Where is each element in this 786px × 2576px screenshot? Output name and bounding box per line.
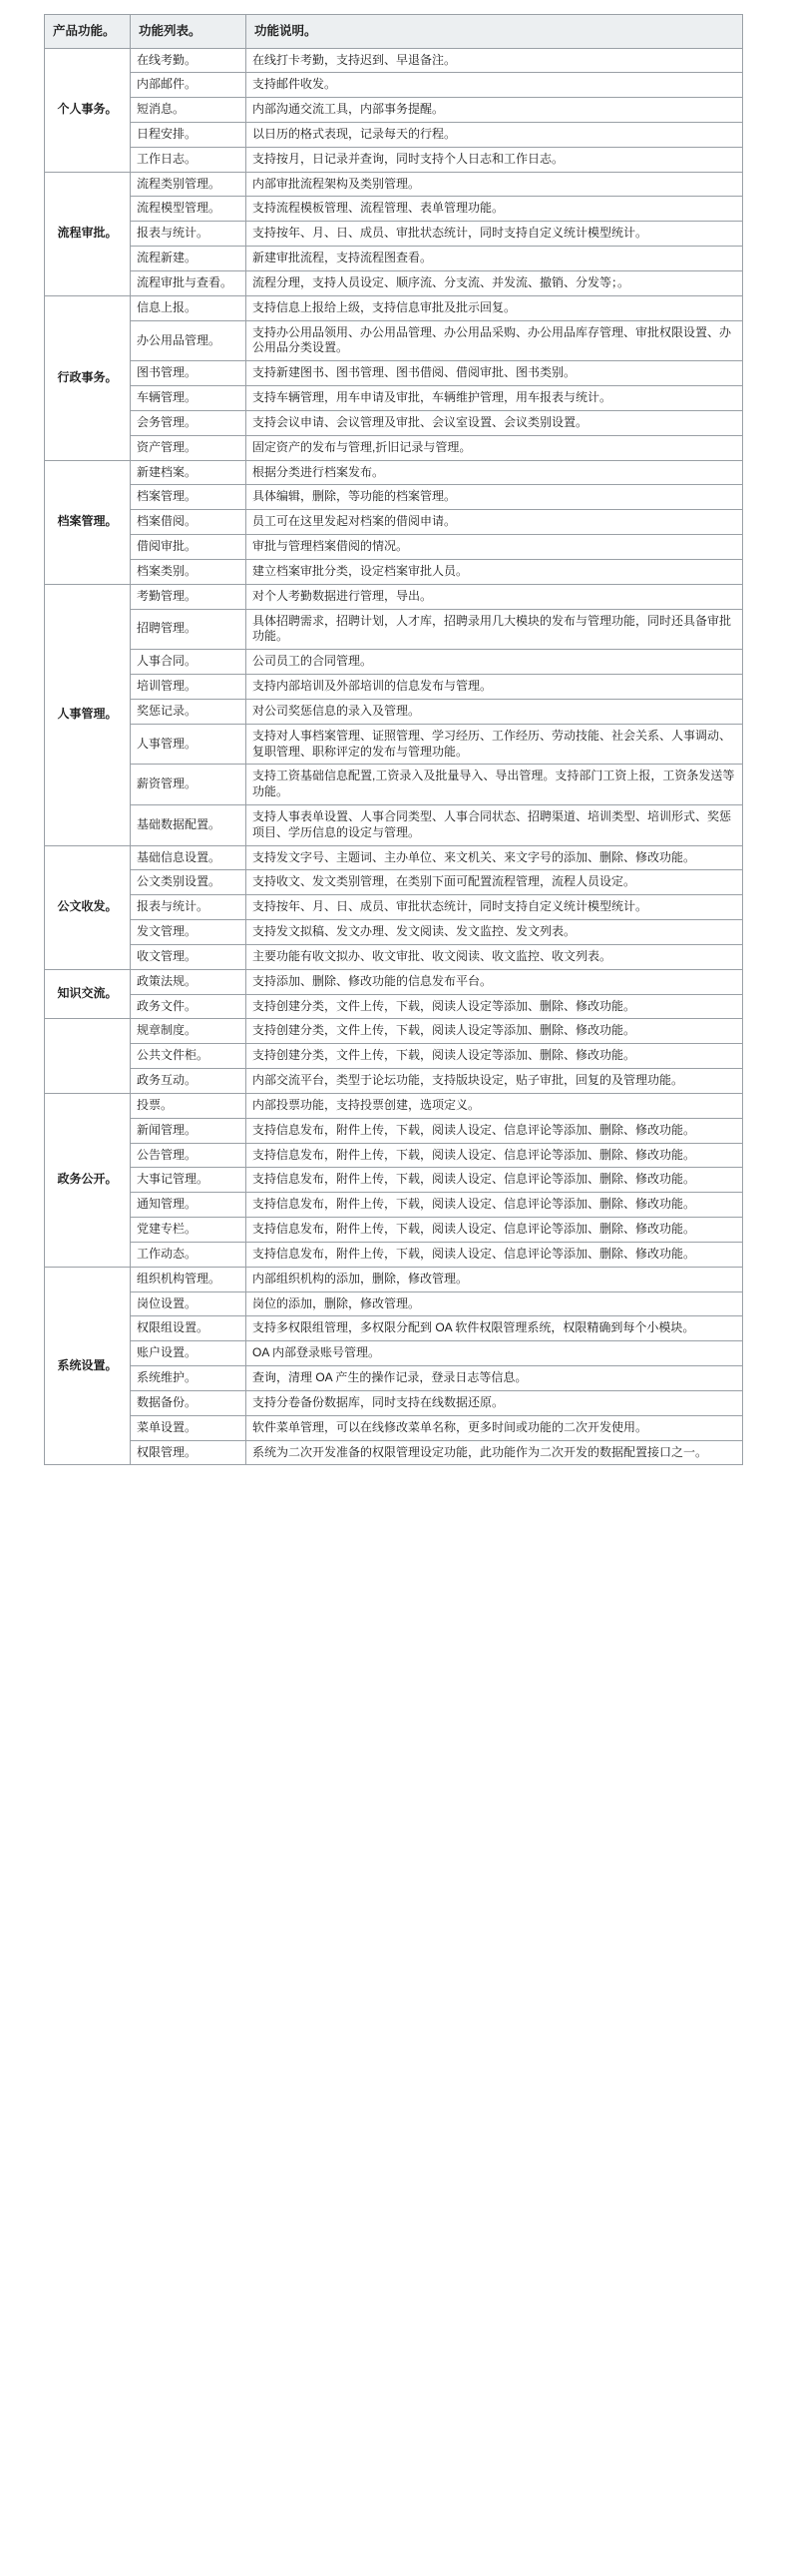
feature-description: 主要功能有收文拟办、收文审批、收文阅读、收文监控、收文列表。 (246, 944, 743, 969)
feature-description: 支持创建分类，文件上传，下载，阅读人设定等添加、删除、修改功能。 (246, 1044, 743, 1069)
feature-description: 支持信息发布，附件上传，下载，阅读人设定、信息评论等添加、删除、修改功能。 (246, 1143, 743, 1168)
table-row (45, 320, 743, 361)
feature-name: 在线考勤。 (131, 48, 246, 73)
table-row (45, 386, 743, 411)
table-row (45, 609, 743, 650)
feature-description: 支持按月，日记录并查询，同时支持个人日志和工作日志。 (246, 147, 743, 172)
feature-name: 政务互动。 (131, 1069, 246, 1094)
feature-name: 日程安排。 (131, 122, 246, 147)
group-label: 公文收发。 (45, 845, 131, 969)
table-row (45, 1118, 743, 1143)
feature-name: 通知管理。 (131, 1193, 246, 1218)
feature-name: 菜单设置。 (131, 1415, 246, 1440)
feature-description: 支持工资基础信息配置,工资录入及批量导入、导出管理。支持部门工资上报，工资条发送等功能。 (246, 765, 743, 805)
table-row (45, 460, 743, 485)
feature-name: 党建专栏。 (131, 1218, 246, 1243)
table-row (45, 147, 743, 172)
table-row (45, 48, 743, 73)
feature-description: 新建审批流程，支持流程图查看。 (246, 247, 743, 271)
feature-description: 支持分卷备份数据库，同时支持在线数据还原。 (246, 1390, 743, 1415)
feature-name: 收文管理。 (131, 944, 246, 969)
feature-name: 新建档案。 (131, 460, 246, 485)
table-header-row (45, 15, 743, 49)
feature-name: 借阅审批。 (131, 535, 246, 560)
feature-description: 支持信息发布，附件上传，下载，阅读人设定、信息评论等添加、删除、修改功能。 (246, 1168, 743, 1193)
feature-description: 支持按年、月、日、成员、审批状态统计，同时支持自定义统计模型统计。 (246, 895, 743, 920)
feature-description: 根据分类进行档案发布。 (246, 460, 743, 485)
feature-description: 支持多权限组管理，多权限分配到 OA 软件权限管理系统，权限精确到每个小模块。 (246, 1316, 743, 1341)
table-row (45, 535, 743, 560)
feature-name: 车辆管理。 (131, 386, 246, 411)
table-row (45, 1019, 743, 1044)
feature-name: 公告管理。 (131, 1143, 246, 1168)
group-label: 政务公开。 (45, 1093, 131, 1267)
feature-name: 流程类别管理。 (131, 172, 246, 197)
feature-name: 会务管理。 (131, 410, 246, 435)
group-label: 人事管理。 (45, 584, 131, 845)
feature-description: 具体编辑，删除，等功能的档案管理。 (246, 485, 743, 510)
feature-name: 报表与统计。 (131, 222, 246, 247)
feature-description: 以日历的格式表现，记录每天的行程。 (246, 122, 743, 147)
feature-name: 公文类别设置。 (131, 870, 246, 895)
feature-name: 流程新建。 (131, 247, 246, 271)
table-row (45, 805, 743, 846)
feature-name: 数据备份。 (131, 1390, 246, 1415)
group-label: 流程审批。 (45, 172, 131, 295)
feature-name: 流程审批与查看。 (131, 270, 246, 295)
feature-description: 支持按年、月、日、成员、审批状态统计，同时支持自定义统计模型统计。 (246, 222, 743, 247)
col-header-feature-description: 功能说明。 (246, 15, 743, 49)
feature-name: 大事记管理。 (131, 1168, 246, 1193)
feature-name: 政策法规。 (131, 969, 246, 994)
feature-name: 奖惩记录。 (131, 699, 246, 724)
feature-name: 基础数据配置。 (131, 805, 246, 846)
feature-description: 员工可在这里发起对档案的借阅申请。 (246, 510, 743, 535)
table-row (45, 724, 743, 765)
table-row (45, 584, 743, 609)
feature-name: 政务文件。 (131, 994, 246, 1019)
table-row (45, 1390, 743, 1415)
feature-name: 系统维护。 (131, 1366, 246, 1391)
feature-name: 新闻管理。 (131, 1118, 246, 1143)
table-row (45, 1415, 743, 1440)
table-row (45, 1440, 743, 1465)
feature-description: 内部组织机构的添加，删除，修改管理。 (246, 1267, 743, 1291)
feature-name: 内部邮件。 (131, 73, 246, 98)
feature-description: 支持收文、发文类别管理，在类别下面可配置流程管理，流程人员设定。 (246, 870, 743, 895)
group-label (45, 1019, 131, 1093)
feature-description: 支持创建分类，文件上传，下载，阅读人设定等添加、删除、修改功能。 (246, 994, 743, 1019)
feature-name: 报表与统计。 (131, 895, 246, 920)
table-row (45, 1143, 743, 1168)
feature-name: 资产管理。 (131, 435, 246, 460)
table-row (45, 1316, 743, 1341)
table-row (45, 197, 743, 222)
group-label: 系统设置。 (45, 1267, 131, 1465)
feature-description: 支持发文字号、主题词、主办单位、来文机关、来文字号的添加、删除、修改功能。 (246, 845, 743, 870)
feature-name: 招聘管理。 (131, 609, 246, 650)
col-header-product-function: 产品功能。 (45, 15, 131, 49)
col-header-feature-list: 功能列表。 (131, 15, 246, 49)
feature-name: 基础信息设置。 (131, 845, 246, 870)
feature-description: 支持人事表单设置、人事合同类型、人事合同状态、招聘渠道、培训类型、培训形式、奖惩项目、学历信息的设定与管理。 (246, 805, 743, 846)
table-row (45, 895, 743, 920)
table-row (45, 270, 743, 295)
group-label: 行政事务。 (45, 295, 131, 460)
feature-description: 岗位的添加，删除，修改管理。 (246, 1291, 743, 1316)
feature-name: 流程模型管理。 (131, 197, 246, 222)
feature-name: 档案类别。 (131, 559, 246, 584)
feature-description: 内部审批流程架构及类别管理。 (246, 172, 743, 197)
feature-description: 支持信息发布，附件上传，下载，阅读人设定、信息评论等添加、删除、修改功能。 (246, 1218, 743, 1243)
feature-description: 支持信息发布，附件上传，下载，阅读人设定、信息评论等添加、删除、修改功能。 (246, 1242, 743, 1267)
table-row (45, 1069, 743, 1094)
group-label: 个人事务。 (45, 48, 131, 172)
table-row (45, 1193, 743, 1218)
table-row (45, 1168, 743, 1193)
table-row (45, 1218, 743, 1243)
feature-description: 支持邮件收发。 (246, 73, 743, 98)
feature-name: 岗位设置。 (131, 1291, 246, 1316)
feature-description: 支持信息发布，附件上传，下载，阅读人设定、信息评论等添加、删除、修改功能。 (246, 1193, 743, 1218)
feature-description: 流程分理，支持人员设定、顺序流、分支流、并发流、撤销、分发等；。 (246, 270, 743, 295)
table-body (45, 48, 743, 1465)
table-row (45, 295, 743, 320)
feature-name: 考勤管理。 (131, 584, 246, 609)
table-row (45, 485, 743, 510)
table-row (45, 994, 743, 1019)
feature-description: 支持添加、删除、修改功能的信息发布平台。 (246, 969, 743, 994)
feature-name: 工作日志。 (131, 147, 246, 172)
feature-description: 固定资产的发布与管理,折旧记录与管理。 (246, 435, 743, 460)
feature-name: 人事管理。 (131, 724, 246, 765)
feature-name: 信息上报。 (131, 295, 246, 320)
table-row (45, 435, 743, 460)
feature-name: 人事合同。 (131, 650, 246, 675)
feature-name: 公共文件柜。 (131, 1044, 246, 1069)
table-row (45, 222, 743, 247)
feature-description: 支持对人事档案管理、证照管理、学习经历、工作经历、劳动技能、社会关系、人事调动、复职管理、职称评定的发布与管理功能。 (246, 724, 743, 765)
feature-description: 软件菜单管理，可以在线修改菜单名称，更多时间或功能的二次开发使用。 (246, 1415, 743, 1440)
feature-description: 支持内部培训及外部培训的信息发布与管理。 (246, 675, 743, 700)
table-row (45, 650, 743, 675)
feature-description: 支持办公用品领用、办公用品管理、办公用品采购、办公用品库存管理、审批权限设置、办公用品分类设置。 (246, 320, 743, 361)
table-row (45, 98, 743, 123)
table-row (45, 1242, 743, 1267)
feature-name: 规章制度。 (131, 1019, 246, 1044)
table-row (45, 1267, 743, 1291)
feature-name: 档案管理。 (131, 485, 246, 510)
table-row (45, 845, 743, 870)
table-row (45, 172, 743, 197)
feature-matrix-table (44, 14, 743, 1465)
table-row (45, 675, 743, 700)
table-row (45, 969, 743, 994)
table-row (45, 765, 743, 805)
feature-description: 系统为二次开发准备的权限管理设定功能，此功能作为二次开发的数据配置接口之一。 (246, 1440, 743, 1465)
feature-description: 内部沟通交流工具，内部事务提醒。 (246, 98, 743, 123)
table-row (45, 1366, 743, 1391)
feature-description: 支持发文拟稿、发文办理、发文阅读、发文监控、发文列表。 (246, 920, 743, 945)
feature-name: 工作动态。 (131, 1242, 246, 1267)
table-row (45, 410, 743, 435)
feature-name: 权限管理。 (131, 1440, 246, 1465)
table-row (45, 1291, 743, 1316)
feature-description: 审批与管理档案借阅的情况。 (246, 535, 743, 560)
feature-description: 支持流程模板管理、流程管理、表单管理功能。 (246, 197, 743, 222)
feature-name: 组织机构管理。 (131, 1267, 246, 1291)
table-row (45, 699, 743, 724)
feature-description: 查询，清理 OA 产生的操作记录，登录日志等信息。 (246, 1366, 743, 1391)
feature-name: 薪资管理。 (131, 765, 246, 805)
feature-name: 图书管理。 (131, 361, 246, 386)
feature-name: 发文管理。 (131, 920, 246, 945)
feature-description: 对个人考勤数据进行管理，导出。 (246, 584, 743, 609)
feature-description: 支持会议申请、会议管理及审批、会议室设置、会议类别设置。 (246, 410, 743, 435)
table-row (45, 510, 743, 535)
table-row (45, 559, 743, 584)
feature-description: 支持创建分类，文件上传，下载，阅读人设定等添加、删除、修改功能。 (246, 1019, 743, 1044)
feature-description: 内部交流平台，类型于论坛功能，支持版块设定，贴子审批，回复的及管理功能。 (246, 1069, 743, 1094)
feature-name: 账户设置。 (131, 1341, 246, 1366)
feature-name: 投票。 (131, 1093, 246, 1118)
feature-description: 支持信息发布，附件上传，下载，阅读人设定、信息评论等添加、删除、修改功能。 (246, 1118, 743, 1143)
feature-description: 建立档案审批分类，设定档案审批人员。 (246, 559, 743, 584)
feature-name: 权限组设置。 (131, 1316, 246, 1341)
feature-description: 公司员工的合同管理。 (246, 650, 743, 675)
group-label: 知识交流。 (45, 969, 131, 1019)
feature-name: 档案借阅。 (131, 510, 246, 535)
table-row (45, 870, 743, 895)
table-row (45, 1093, 743, 1118)
feature-description: OA 内部登录账号管理。 (246, 1341, 743, 1366)
table-row (45, 247, 743, 271)
table-row (45, 920, 743, 945)
table-header (45, 15, 743, 49)
group-label: 档案管理。 (45, 460, 131, 584)
feature-description: 支持新建图书、图书管理、图书借阅、借阅审批、图书类别。 (246, 361, 743, 386)
table-row (45, 73, 743, 98)
feature-description: 在线打卡考勤，支持迟到、早退备注。 (246, 48, 743, 73)
table-row (45, 1341, 743, 1366)
feature-description: 支持车辆管理，用车申请及审批，车辆维护管理，用车报表与统计。 (246, 386, 743, 411)
feature-description: 支持信息上报给上级，支持信息审批及批示回复。 (246, 295, 743, 320)
feature-description: 对公司奖惩信息的录入及管理。 (246, 699, 743, 724)
feature-description: 内部投票功能，支持投票创建，选项定义。 (246, 1093, 743, 1118)
feature-name: 培训管理。 (131, 675, 246, 700)
table-row (45, 122, 743, 147)
table-row (45, 361, 743, 386)
feature-description: 具体招聘需求，招聘计划，人才库，招聘录用几大模块的发布与管理功能，同时还具备审批功能。 (246, 609, 743, 650)
feature-name: 办公用品管理。 (131, 320, 246, 361)
table-row (45, 944, 743, 969)
feature-name: 短消息。 (131, 98, 246, 123)
table-row (45, 1044, 743, 1069)
